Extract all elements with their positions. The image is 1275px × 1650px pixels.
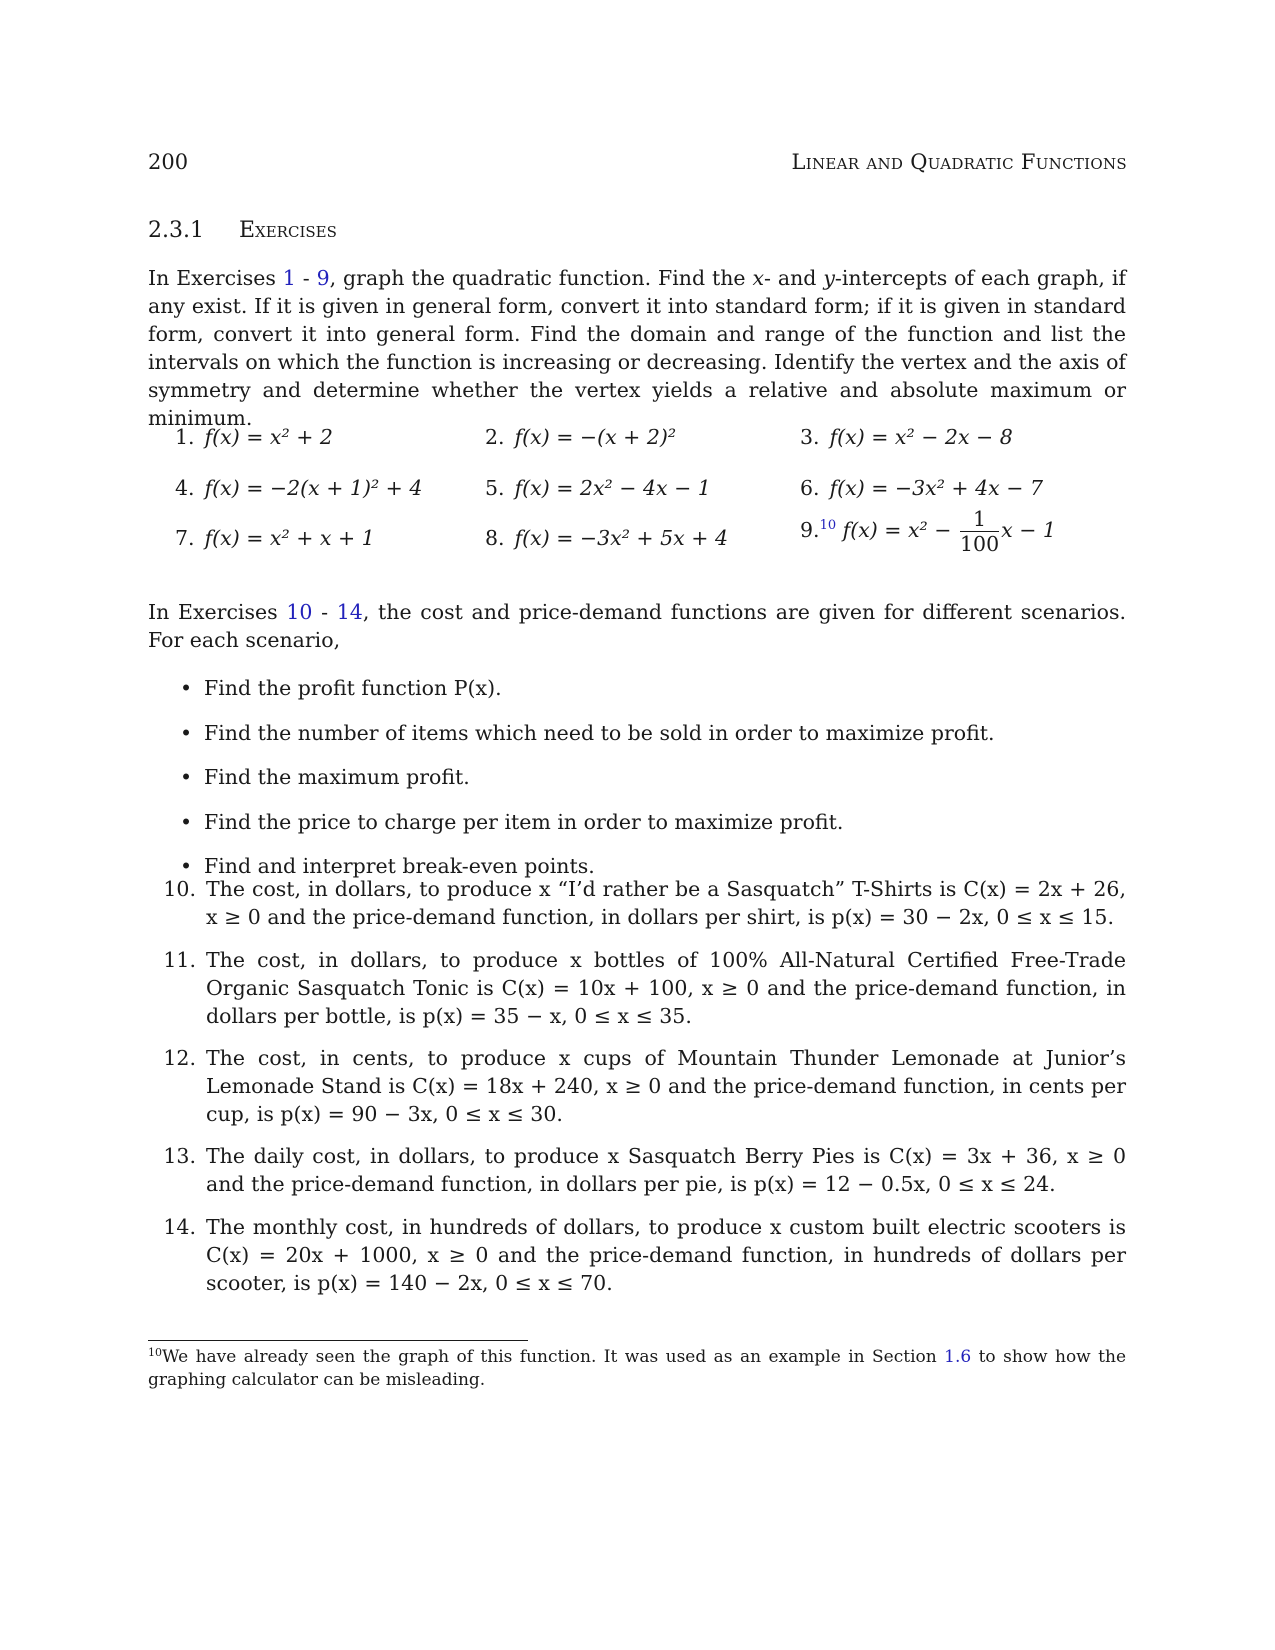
intro-text: -intercepts of each graph, if any exist. If it is given in general form, convert it into standard form; if it is given in standard form, convert it into general form. Find the domain and range of the function and list the intervals on which the function is increasing or decreasing. Identify the vertex and the axis of symmetry and determine whether the vertex yields a relative and absolute maximum or minimum. <box>148 266 1126 430</box>
exercise-expression: f(x) = x² + 2 <box>204 425 333 449</box>
exercise-expression: f(x) = −2(x + 1)² + 4 <box>204 476 423 500</box>
exercise-item <box>800 425 1013 449</box>
exercise-expression: f(x) = x² + x + 1 <box>204 526 375 550</box>
section-heading <box>148 218 337 243</box>
exercise-link-9[interactable]: 9 <box>316 266 330 290</box>
exercise-expression: f(x) = −(x + 2)² <box>514 425 677 449</box>
footnote-text: to show how the graphing calculator can be misleading. <box>148 1347 1126 1390</box>
bullet-text: Find the maximum profit. <box>204 765 470 789</box>
exercise-number: 8. <box>485 526 505 550</box>
list-item <box>180 810 843 834</box>
exercise-link-1[interactable]: 1 <box>282 266 296 290</box>
math-x: x <box>752 266 765 290</box>
exercises-intro-paragraph <box>148 264 1126 432</box>
problem-text: The cost, in dollars, to produce x bottles of 100% All-Natural Certified Free-Trade Organic Sasquatch Tonic is C(x) = 10x + 100, x ≥ 0 and the price-demand function, in dollars per bottle, is p(x) = 35 − x, 0 ≤ x ≤ 35. <box>206 948 1126 1028</box>
bullet-text: Find the number of items which need to be sold in order to maximize profit. <box>204 721 995 745</box>
footnote-text: We have already seen the graph of this function. It was used as an example in Section <box>162 1347 945 1367</box>
intro-text: In Exercises <box>148 266 283 290</box>
exercise-expression: f(x) = x² − <box>842 518 952 542</box>
problem-text: The cost, in cents, to produce x cups of Mountain Thunder Lemonade at Junior’s Lemonade Stand is C(x) = 18x + 240, x ≥ 0 and the price-demand function, in cents per cup, is p(x) = 90 − 3x, 0 ≤ x ≤ 30. <box>206 1046 1126 1126</box>
problem-number: 11. <box>163 948 196 972</box>
bullet-icon: • <box>180 810 193 834</box>
exercise-number: 5. <box>485 476 505 500</box>
exercise-item <box>485 476 711 500</box>
list-item <box>180 765 470 789</box>
exercise-item <box>485 425 676 449</box>
page-number: 200 <box>148 150 189 174</box>
exercise-item <box>800 476 1043 500</box>
bullet-text: Find the profit function P(x). <box>204 676 502 700</box>
footnote-divider <box>148 1340 528 1341</box>
fraction <box>960 507 999 556</box>
bullet-text: Find and interpret break-even points. <box>204 854 595 878</box>
fraction-numerator: 1 <box>960 507 999 532</box>
scenarios-intro-paragraph <box>148 598 1126 654</box>
exercise-expression: f(x) = x² − 2x − 8 <box>829 425 1013 449</box>
intro-dash: - <box>295 266 317 290</box>
list-item <box>180 721 995 745</box>
bullet-icon: • <box>180 721 193 745</box>
intro-dash: - <box>312 600 337 624</box>
bullet-icon: • <box>180 765 193 789</box>
exercise-item <box>485 526 728 550</box>
section-link-1-6[interactable]: 1.6 <box>944 1347 972 1367</box>
exercise-link-14[interactable]: 14 <box>336 600 363 624</box>
footnote <box>148 1346 1126 1392</box>
exercise-number: 4. <box>175 476 195 500</box>
exercise-item <box>175 526 375 550</box>
problem-text: The monthly cost, in hundreds of dollars, to produce x custom built electric scooters is C(x) = 20x + 1000, x ≥ 0 and the price-demand function, in hundreds of dollars per scooter, is p(x) = 140 − 2x, 0 ≤ x ≤ 70. <box>206 1215 1126 1295</box>
problem-number: 10. <box>163 877 196 901</box>
intro-text: , graph the quadratic function. Find the <box>329 266 753 290</box>
problem-text: The cost, in dollars, to produce x “I’d rather be a Sasquatch” T-Shirts is C(x) = 2x + 26, x ≥ 0 and the price-demand function, in dollars per shirt, is p(x) = 30 − 2x, 0 ≤ x ≤ 15. <box>206 877 1126 929</box>
section-title: Exercises <box>238 218 337 243</box>
problem-number: 13. <box>163 1144 196 1168</box>
exercise-number: 6. <box>800 476 820 500</box>
exercise-expression: f(x) = −3x² + 5x + 4 <box>514 526 728 550</box>
bullet-text: Find the price to charge per item in order to maximize profit. <box>204 810 844 834</box>
footnote-link-10[interactable]: 10 <box>819 518 837 533</box>
problem-text: The daily cost, in dollars, to produce x Sasquatch Berry Pies is C(x) = 3x + 36, x ≥ 0 and the price-demand function, in dollars per pie, is p(x) = 12 − 0.5x, 0 ≤ x ≤ 24. <box>206 1144 1126 1196</box>
problem-number: 14. <box>163 1215 196 1239</box>
exercise-number: 1. <box>175 425 195 449</box>
math-y: y <box>823 266 835 290</box>
problem-number: 12. <box>163 1046 196 1070</box>
exercise-item <box>175 476 422 500</box>
exercise-expression: f(x) = 2x² − 4x − 1 <box>514 476 711 500</box>
exercise-expression: f(x) = −3x² + 4x − 7 <box>829 476 1043 500</box>
intro-text: In Exercises <box>148 600 287 624</box>
bullet-icon: • <box>180 676 193 700</box>
fraction-denominator: 100 <box>960 532 1000 556</box>
section-number: 2.3.1 <box>148 218 204 243</box>
exercise-expression: x − 1 <box>1001 518 1056 542</box>
exercise-number: 9. <box>800 518 820 542</box>
list-item <box>180 676 502 700</box>
exercise-number: 7. <box>175 526 195 550</box>
exercise-number: 3. <box>800 425 820 449</box>
intro-text: , the cost and price-demand functions are given for different scenarios. For each scenario, <box>148 600 1126 652</box>
running-head: Linear and Quadratic Functions <box>791 150 1127 174</box>
bullet-icon: • <box>180 854 193 878</box>
exercise-number: 2. <box>485 425 505 449</box>
footnote-mark: 10 <box>148 1346 162 1359</box>
exercise-link-10[interactable]: 10 <box>286 600 313 624</box>
exercise-item <box>800 507 1056 556</box>
exercise-item <box>175 425 333 449</box>
intro-text: - and <box>764 266 824 290</box>
